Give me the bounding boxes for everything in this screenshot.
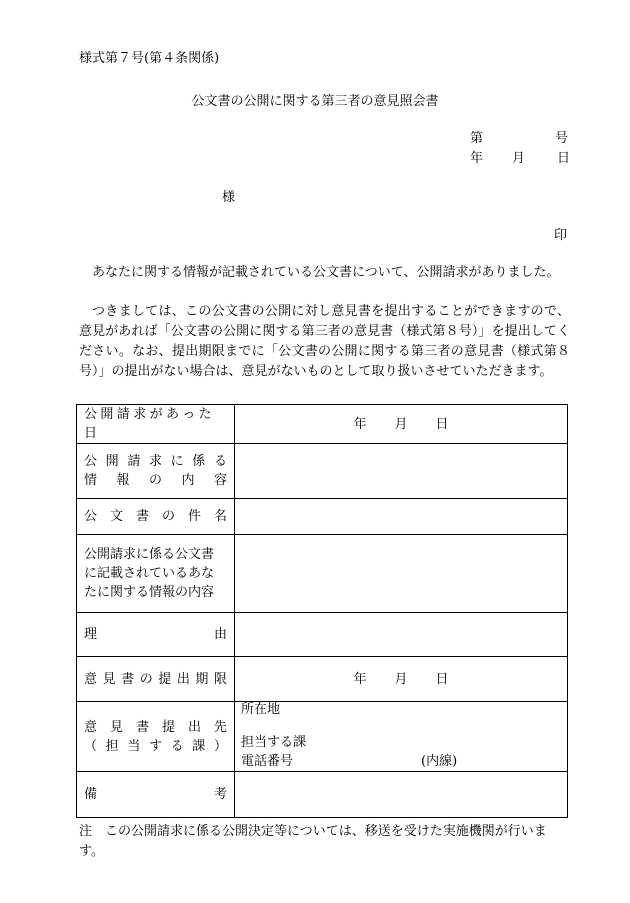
table-row (77, 702, 568, 772)
char: 書 (135, 509, 149, 524)
char: 文 (109, 509, 123, 524)
remarks-label (77, 772, 235, 818)
char: 提 (158, 671, 172, 687)
char: 情 (84, 473, 98, 488)
char: ） (213, 738, 227, 754)
table-row (77, 772, 568, 818)
char: 理 (84, 627, 98, 642)
location-label: 所在地 (241, 702, 281, 717)
char: 由 (213, 627, 227, 642)
request-date-year: 年 (353, 416, 367, 432)
char: 意 (84, 671, 98, 687)
char: 係 (192, 454, 206, 469)
body-paragraph-1: あなたに関する情報が記載されている公文書について、公開請求がありました。 (92, 265, 560, 280)
deadline-label-text (84, 670, 227, 689)
deadline-year: 年 (353, 671, 367, 687)
char: （ (84, 738, 98, 754)
related-info-label (77, 535, 235, 613)
char: 求 (148, 454, 162, 469)
char: の (139, 671, 153, 687)
char: 書 (135, 719, 149, 735)
submission-destination-label-line1 (84, 718, 227, 737)
char: す (148, 738, 162, 754)
table-row (77, 613, 568, 657)
char: の (148, 473, 162, 488)
document-number-label: 第 (470, 131, 484, 146)
table-row (77, 657, 568, 702)
related-info-label-line3: たに関する情報の内容 (84, 585, 215, 600)
char: 見 (109, 719, 123, 735)
request-date-label-value: 公開請求があった日 (84, 407, 216, 441)
related-info-label-line1: 公開請求に係る公文書 (84, 547, 215, 562)
char: 限 (213, 671, 227, 687)
request-date-label (77, 405, 235, 444)
document-number-suffix: 号 (555, 131, 569, 146)
deadline-value (235, 657, 568, 702)
char: 意 (84, 719, 98, 735)
char: 提 (161, 719, 175, 735)
submission-destination-label-line2 (84, 737, 227, 756)
char: る (170, 738, 184, 754)
inquiry-form-table (76, 404, 568, 818)
body-paragraph-2: つきましては、この公文書の公開に対し意見書を提出することができますので、意見があれば「公文書の公開に関する第三者の意見書（様式第８号）」を提出してください。なお、提出期限までに「公文書の公開に関する第三者の意見書（様式第８号）」の提出がない場合は、意見がないものとして取り扱いさせていただきます。 (79, 304, 570, 379)
char: 備 (84, 787, 98, 802)
remarks-value (235, 772, 568, 818)
reason-label (77, 613, 235, 657)
submission-destination-value (235, 702, 568, 772)
footnote-label: 注 (79, 824, 93, 839)
related-info-value (235, 535, 568, 613)
issue-date-month: 月 (512, 151, 526, 166)
char: 担 (105, 738, 119, 754)
table-row (77, 405, 568, 444)
request-date-month: 月 (394, 416, 408, 432)
char: 報 (116, 473, 130, 488)
phone-label: 電話番号 (241, 754, 294, 769)
char: 公 (84, 509, 98, 524)
info-content-label-line2 (84, 471, 227, 490)
section-label: 担当する課 (241, 735, 307, 750)
info-content-value (235, 444, 568, 499)
char: 名 (213, 509, 227, 524)
addressee-suffix: 様 (222, 190, 236, 205)
char: 公 (84, 454, 98, 469)
char: 見 (102, 671, 116, 687)
request-date-label-text (84, 405, 227, 443)
char: 課 (192, 738, 206, 754)
issue-date (470, 147, 570, 166)
document-title: 公文書の公開に関する第三者の意見照会書 (191, 94, 439, 109)
request-date-day: 日 (435, 416, 449, 432)
char: 件 (187, 509, 201, 524)
char: る (213, 454, 227, 469)
submission-destination-label (77, 702, 235, 772)
char: の (161, 509, 175, 524)
info-content-label-line1 (84, 452, 227, 471)
seal-mark: 印 (554, 228, 568, 243)
deadline-day: 日 (435, 671, 449, 687)
remarks-label-text (84, 785, 227, 804)
request-date-value (235, 405, 568, 444)
issue-date-year: 年 (470, 151, 484, 166)
info-content-label (77, 444, 235, 499)
char: 出 (187, 719, 201, 735)
char: 出 (176, 671, 190, 687)
reason-value (235, 613, 568, 657)
phone-row (241, 752, 567, 771)
form-number: 様式第７号(第４条関係) (79, 51, 220, 66)
document-subject-value (235, 499, 568, 535)
char: 書 (121, 671, 135, 687)
table-row (77, 535, 568, 613)
deadline-label (77, 657, 235, 702)
issue-date-day: 日 (557, 151, 571, 166)
char: 容 (213, 473, 227, 488)
char: 考 (213, 787, 227, 802)
table-row (77, 444, 568, 499)
char: 開 (105, 454, 119, 469)
char: 先 (213, 719, 227, 735)
footnote-text: この公開請求に係る公開決定等については、移送を受けた実施機関が行います。 (79, 824, 547, 859)
extension-label: (内線) (421, 754, 458, 769)
document-subject-label (77, 499, 235, 535)
char: 当 (127, 738, 141, 754)
char: 内 (181, 473, 195, 488)
char: 請 (127, 454, 141, 469)
related-info-label-line2: に記載されているあな (84, 566, 215, 581)
deadline-month: 月 (394, 671, 408, 687)
char: 期 (195, 671, 209, 687)
document-subject-label-text (84, 507, 227, 526)
reason-label-text (84, 625, 227, 644)
char: に (170, 454, 184, 469)
footnote (79, 822, 570, 862)
table-row (77, 499, 568, 535)
